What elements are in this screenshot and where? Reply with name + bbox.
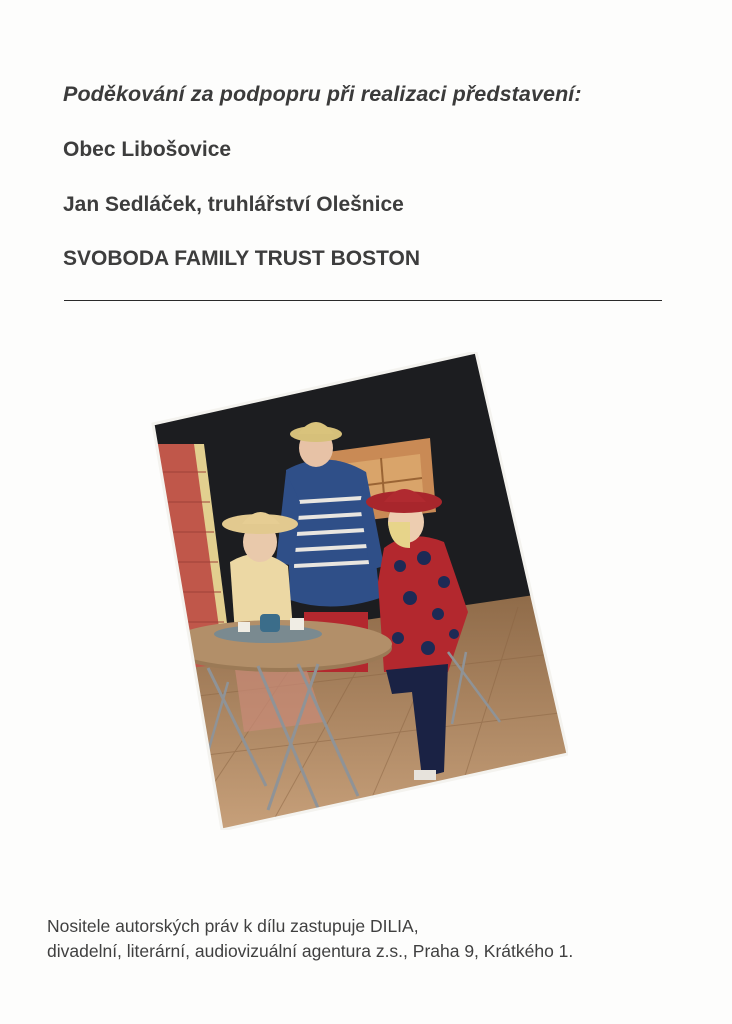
acknowledgement-heading: Poděkování za podpopru při realizaci představení: (63, 82, 582, 106)
copyright-line: divadelní, literární, audiovizuální agentura z.s., Praha 9, Krátkého 1. (47, 941, 574, 961)
sponsor-item: Jan Sedláček, truhlářství Olešnice (63, 193, 404, 216)
sponsor-item: SVOBODA FAMILY TRUST BOSTON (63, 247, 421, 270)
copyright-note (47, 914, 573, 964)
divider-line (64, 300, 662, 301)
sponsor-item: Obec Libošovice (63, 138, 232, 161)
copyright-line: Nositele autorských práv k dílu zastupuje DILIA, (47, 916, 419, 936)
stage-photo-icon (148, 352, 568, 830)
